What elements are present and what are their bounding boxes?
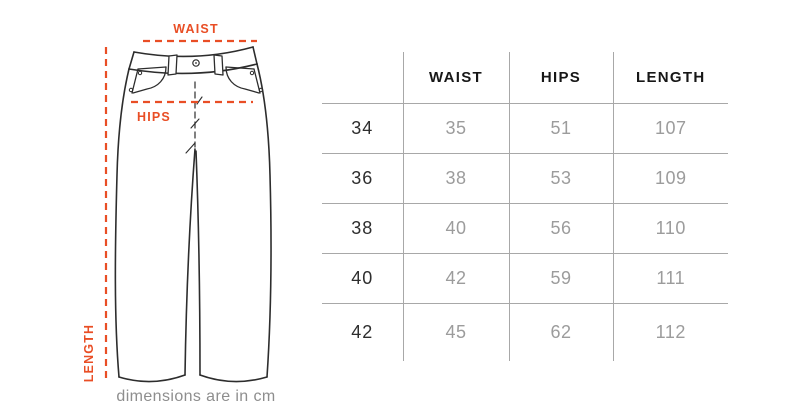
size-cell: 36	[322, 153, 403, 203]
size-cell: 42	[322, 303, 403, 361]
hips-value-cell: 51	[509, 103, 613, 153]
table-row-size-40	[322, 253, 728, 303]
hips-value-cell: 62	[509, 303, 613, 361]
col-header-waist: WAIST	[403, 52, 509, 103]
right-hem	[200, 375, 267, 382]
length-value-cell: 109	[613, 153, 728, 203]
header-row	[322, 52, 728, 103]
length-label: LENGTH	[82, 323, 96, 383]
belt-loop-left	[168, 55, 177, 75]
size-cell: 38	[322, 203, 403, 253]
table-row-size-36	[322, 153, 728, 203]
hips-value-cell: 59	[509, 253, 613, 303]
rivet	[138, 71, 141, 74]
table-row-size-34	[322, 103, 728, 153]
waistband-right-edge	[253, 47, 257, 64]
hips-value-cell: 53	[509, 153, 613, 203]
waist-value-cell: 38	[403, 153, 509, 203]
jeans-sketch	[115, 47, 271, 382]
waist-value-cell: 45	[403, 303, 509, 361]
col-header-size	[322, 52, 403, 103]
waist-label: WAIST	[173, 22, 219, 36]
hips-label: HIPS	[137, 110, 171, 124]
col-header-length: LENGTH	[613, 52, 728, 103]
right-outer-seam	[257, 64, 271, 377]
table-row-size-42	[322, 303, 728, 361]
size-table	[322, 52, 728, 361]
size-cell: 34	[322, 103, 403, 153]
col-header-hips: HIPS	[509, 52, 613, 103]
button-center	[195, 62, 197, 64]
belt-loop-right	[214, 55, 223, 75]
crease-marks	[186, 97, 202, 153]
size-cell: 40	[322, 253, 403, 303]
waist-value-cell: 40	[403, 203, 509, 253]
length-value-cell: 107	[613, 103, 728, 153]
length-value-cell: 110	[613, 203, 728, 253]
hips-value-cell: 56	[509, 203, 613, 253]
left-hem	[119, 375, 185, 382]
left-inseam	[185, 149, 195, 375]
rivet	[250, 71, 253, 74]
right-inseam	[196, 151, 200, 375]
length-value-cell: 112	[613, 303, 728, 361]
jeans-diagram	[0, 0, 320, 417]
units-caption: dimensions are in cm	[116, 388, 276, 405]
table-row-size-38	[322, 203, 728, 253]
waistband-left-edge	[129, 52, 134, 69]
waist-value-cell: 35	[403, 103, 509, 153]
length-value-cell: 111	[613, 253, 728, 303]
right-pocket	[226, 67, 263, 93]
waistband-top	[134, 47, 253, 56]
waist-value-cell: 42	[403, 253, 509, 303]
left-outer-seam	[115, 69, 129, 377]
